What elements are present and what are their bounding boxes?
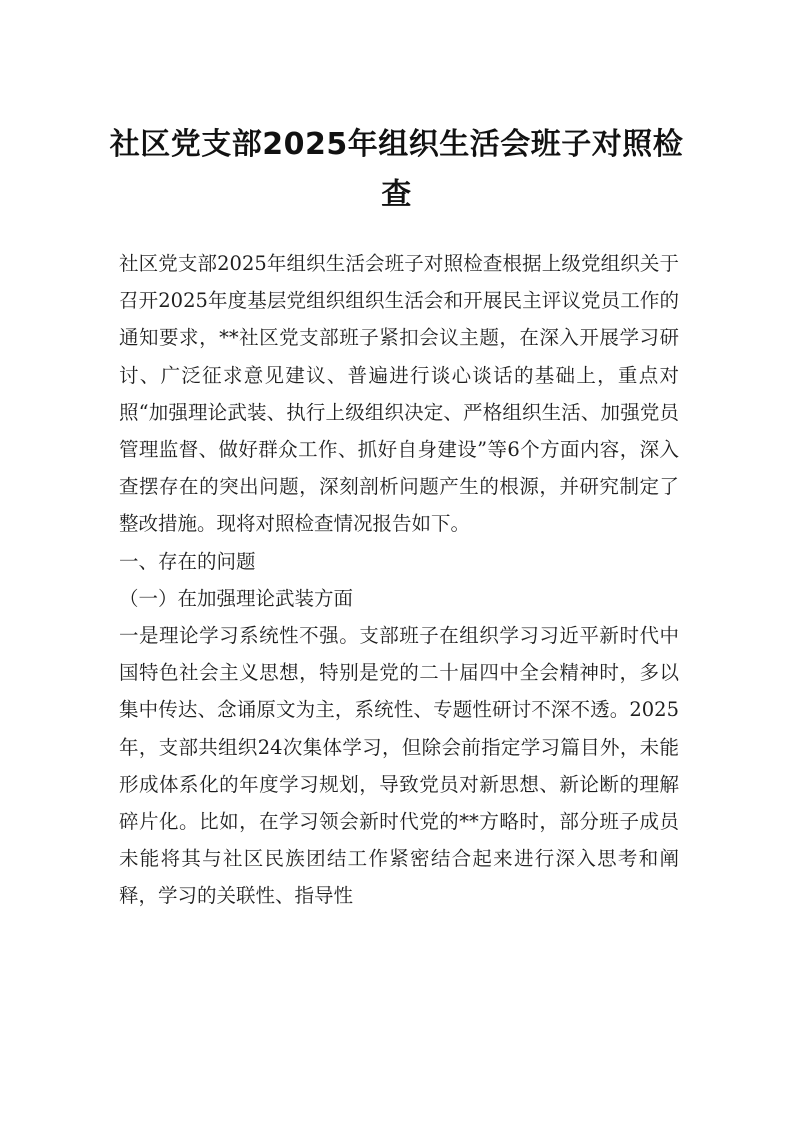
section-heading: 一、存在的问题 (119, 549, 256, 573)
document-body (119, 245, 679, 915)
body-paragraph: 一是理论学习系统性不强。支部班子在组织学习习近平新时代中国特色社会主义思想，特别是党的二十届四中全会精神时，多以集中传达、念诵原文为主，系统性、专题性研讨不深不透。2025年，支部共组织24次集体学习，但除会前指定学习篇目外，未能形成体系化的年度学习规划，导致党员对新思想、新论断的理解碎片化。比如，在学习领会新时代党的**方略时，部分班子成员未能将其与社区民族团结工作紧密结合起来进行深入思考和阐释，学习的关联性、指导性 (119, 624, 679, 908)
document-title: 社区党支部2025年组织生活会班子对照检查 (109, 127, 684, 212)
intro-paragraph: 社区党支部2025年组织生活会班子对照检查根据上级党组织关于召开2025年度基层党组织组织生活会和开展民主评议党员工作的通知要求，**社区党支部班子紧扣会议主题，在深入开展学习研讨、广泛征求意见建议、普遍进行谈心谈话的基础上，重点对照“加强理论武装、执行上级组织决定、严格组织生活、加强党员管理监督、做好群众工作、抓好自身建设”等6个方面内容，深入查摆存在的突出问题，深刻剖析问题产生的根源，并研究制定了整改措施。现将对照检查情况报告如下。 (119, 252, 679, 536)
subsection-heading: （一）在加强理论武装方面 (119, 586, 354, 610)
